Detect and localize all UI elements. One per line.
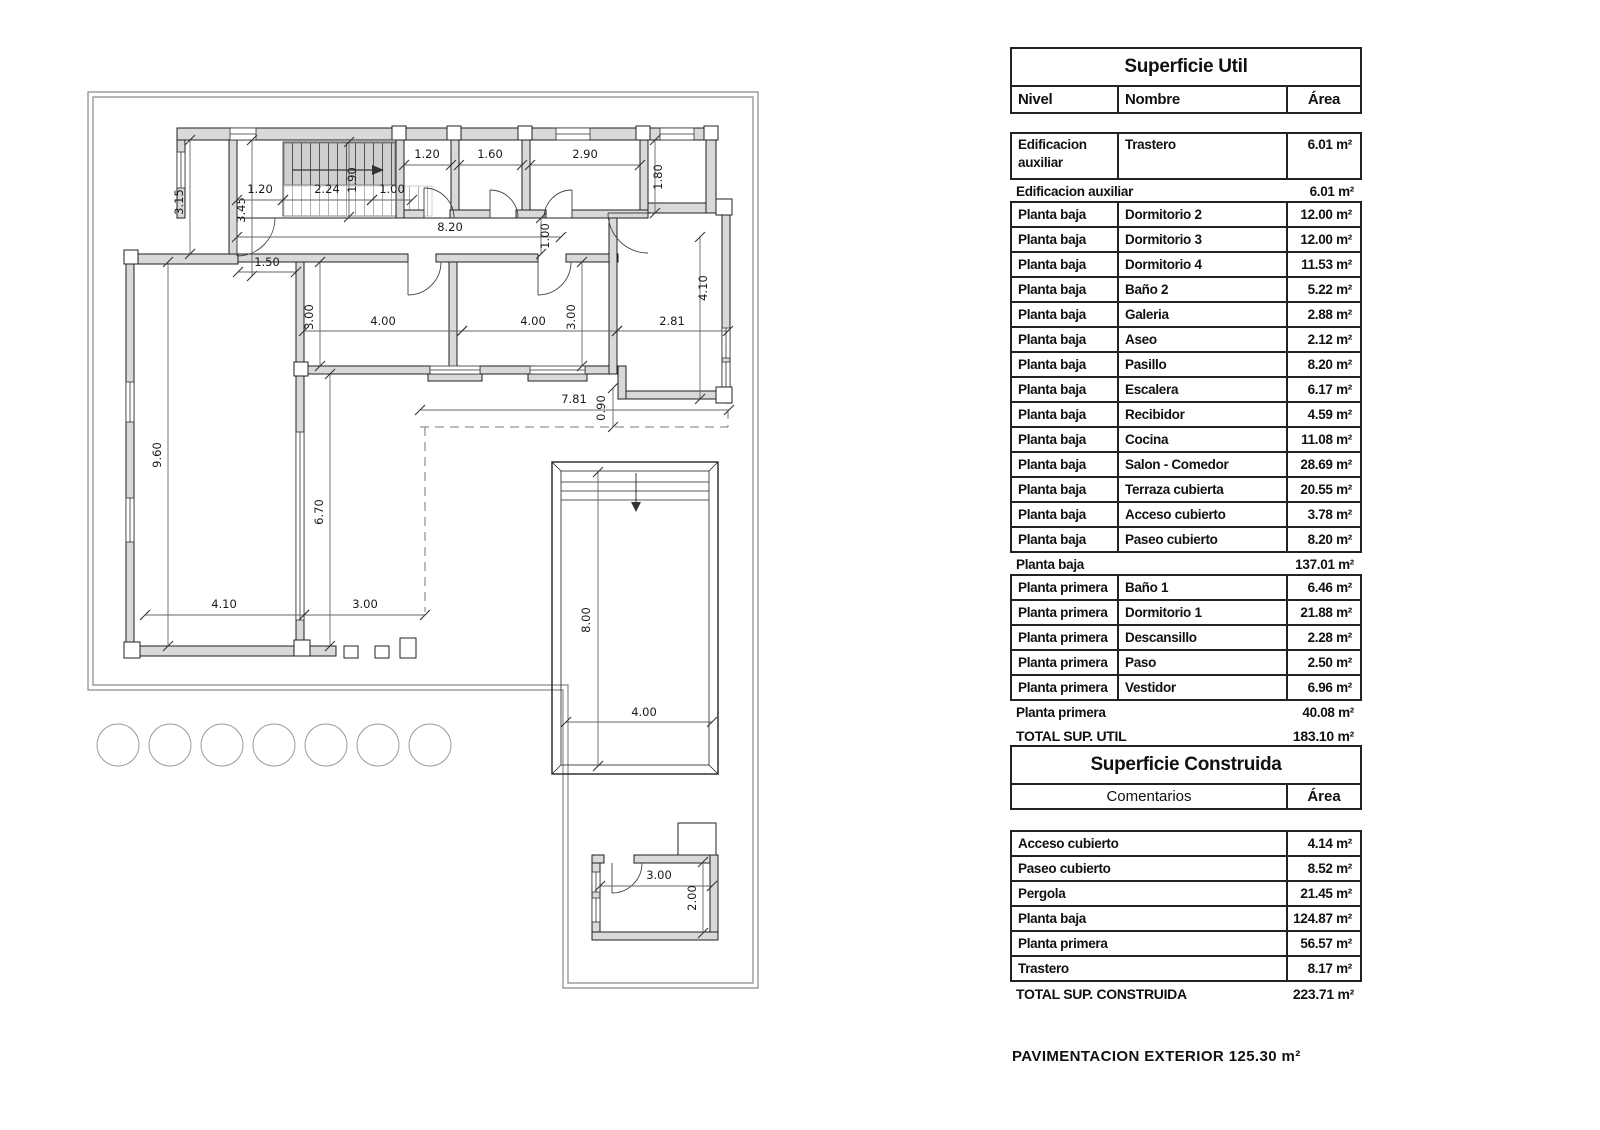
cell-nombre: Terraza cubierta (1119, 478, 1288, 501)
table-row (1010, 501, 1362, 528)
table-row (1010, 674, 1362, 701)
cell-nivel: Planta baja (1012, 453, 1119, 476)
dimension-label: 0.90 (594, 395, 608, 421)
table-row (1010, 251, 1362, 278)
cell-nivel: Planta baja (1012, 503, 1119, 526)
cell-area: 137.01 m² (1295, 557, 1354, 572)
dimension-label: 3.00 (646, 868, 672, 882)
table-row (1010, 526, 1362, 553)
table-row (1010, 326, 1362, 353)
dimension-label: 2.00 (685, 885, 699, 911)
cell-nombre: Pasillo (1119, 353, 1288, 376)
cell-area: 56.57 m² (1300, 936, 1352, 951)
row-label: Planta baja (1016, 557, 1084, 572)
cell-nivel: Planta baja (1012, 203, 1119, 226)
dimension-label: 3.00 (564, 304, 578, 330)
dimension-label: 1.50 (254, 255, 280, 269)
cell-comentario: Paseo cubierto (1012, 857, 1288, 880)
cell-nombre: Escalera (1119, 378, 1288, 401)
cell-area: 3.78 m² (1307, 507, 1352, 522)
cell-nombre: Paso (1119, 651, 1288, 674)
cell-area: 2.50 m² (1307, 655, 1352, 670)
row-label: TOTAL SUP. UTIL (1016, 727, 1127, 744)
site-boundary (88, 92, 758, 988)
dimension-label: 1.00 (538, 223, 552, 249)
cell-comentario: Planta primera (1012, 932, 1288, 955)
dimension-label: 1.20 (247, 182, 273, 196)
cell-nombre: Dormitorio 4 (1119, 253, 1288, 276)
cell-area: 124.87 m² (1293, 911, 1352, 926)
cell-nombre: Dormitorio 3 (1119, 228, 1288, 251)
row-label: TOTAL SUP. CONSTRUIDA (1016, 985, 1187, 1002)
dimension-label: 4.00 (520, 314, 546, 328)
cell-nombre: Acceso cubierto (1119, 503, 1288, 526)
cell-area: 6.17 m² (1307, 382, 1352, 397)
cell-area: 8.17 m² (1307, 961, 1352, 976)
cell-area: 4.14 m² (1307, 836, 1352, 851)
cell-comentario: Trastero (1012, 957, 1288, 980)
cell-nivel: Planta baja (1012, 478, 1119, 501)
cell-nombre: Baño 1 (1119, 576, 1288, 599)
table-body (1010, 830, 1362, 1005)
cell-comentario: Planta baja (1012, 907, 1288, 930)
dimension-label: 4.00 (370, 314, 396, 328)
table-row (1010, 701, 1362, 724)
dimension-label: 1.20 (414, 147, 440, 161)
table-row (1010, 132, 1362, 180)
table-row (1010, 649, 1362, 676)
exterior-paving-note: PAVIMENTACION EXTERIOR 125.30 m² (1012, 1048, 1301, 1065)
cell-nombre: Dormitorio 2 (1119, 203, 1288, 226)
cell-area: 2.12 m² (1307, 332, 1352, 347)
table-row (1010, 880, 1362, 907)
table-body (1010, 132, 1362, 747)
dimension-label: 4.10 (696, 275, 710, 301)
aux-equipment-box (678, 823, 716, 855)
table-row (1010, 476, 1362, 503)
cell-area: 4.59 m² (1307, 407, 1352, 422)
cell-nivel: Planta primera (1012, 576, 1119, 599)
trees (97, 724, 451, 766)
table-row (1010, 553, 1362, 576)
table-header (1010, 85, 1362, 114)
cell-area: 8.52 m² (1307, 861, 1352, 876)
cell-area: 12.00 m² (1300, 232, 1352, 247)
cell-nivel: Planta baja (1012, 228, 1119, 251)
dimension-label: 3.00 (352, 597, 378, 611)
cell-nivel: Planta baja (1012, 303, 1119, 326)
table-row (1010, 930, 1362, 957)
cell-nivel: Planta baja (1012, 378, 1119, 401)
cell-nombre: Descansillo (1119, 626, 1288, 649)
superficie-util-table (1010, 47, 1362, 747)
dimension-label: 1.00 (379, 182, 405, 196)
table-row (1010, 376, 1362, 403)
dimension-label: 8.20 (437, 220, 463, 234)
cell-area: 2.88 m² (1307, 307, 1352, 322)
dimension-label: 1.90 (345, 167, 359, 193)
cell-nivel: Planta primera (1012, 676, 1119, 699)
cell-nivel: Planta baja (1012, 403, 1119, 426)
table-row (1010, 401, 1362, 428)
dimension-label: 3.45 (234, 197, 248, 223)
dimension-label: 3.00 (302, 304, 316, 330)
cell-comentario: Acceso cubierto (1012, 832, 1288, 855)
cell-nombre: Recibidor (1119, 403, 1288, 426)
dimension-label: 4.10 (211, 597, 237, 611)
cell-area: 8.20 m² (1307, 532, 1352, 547)
covered-walk-dashes (420, 395, 728, 612)
house-walls (126, 128, 730, 940)
cell-nivel: Planta baja (1012, 278, 1119, 301)
dimension-label: 9.60 (150, 442, 164, 468)
dimension-label: 1.80 (651, 164, 665, 190)
col-header-nombre: Nombre (1119, 87, 1288, 112)
dimension-label: 3.15 (172, 189, 186, 215)
cell-nombre: Baño 2 (1119, 278, 1288, 301)
table-row (1010, 724, 1362, 747)
table-row (1010, 201, 1362, 228)
cell-area: 6.46 m² (1307, 580, 1352, 595)
cell-nivel: Planta baja (1012, 353, 1119, 376)
table-row (1010, 301, 1362, 328)
table-row (1010, 426, 1362, 453)
cell-nivel: Planta primera (1012, 626, 1119, 649)
col-header-nivel: Nivel (1012, 87, 1119, 112)
cell-area: 11.08 m² (1301, 432, 1352, 447)
superficie-construida-table (1010, 745, 1362, 1005)
dimension-label: 1.60 (477, 147, 503, 161)
cell-nombre: Paseo cubierto (1119, 528, 1288, 551)
table-title: Superficie Util (1010, 47, 1362, 87)
dimension-label: 8.00 (579, 607, 593, 633)
table-row (1010, 226, 1362, 253)
dimension-label: 2.90 (572, 147, 598, 161)
cell-nivel: Planta baja (1012, 528, 1119, 551)
cell-nombre: Aseo (1119, 328, 1288, 351)
col-header-area: Área (1307, 788, 1341, 805)
table-row (1010, 830, 1362, 857)
cell-area: 28.69 m² (1300, 457, 1352, 472)
cell-nombre: Vestidor (1119, 676, 1288, 699)
cell-nivel: Edificacion auxiliar (1012, 134, 1119, 180)
col-header-comentarios: Comentarios (1012, 785, 1288, 808)
cell-area: 12.00 m² (1300, 207, 1352, 222)
table-row (1010, 351, 1362, 378)
cell-area: 223.71 m² (1292, 985, 1354, 1002)
cell-area: 6.96 m² (1307, 680, 1352, 695)
table-header (1010, 783, 1362, 810)
cell-area: 21.88 m² (1300, 605, 1352, 620)
cell-area: 5.22 m² (1307, 282, 1352, 297)
cell-nombre: Salon - Comedor (1119, 453, 1288, 476)
row-label: Planta primera (1016, 705, 1106, 720)
table-row (1010, 599, 1362, 626)
table-row (1010, 955, 1362, 982)
cell-area: 6.01 m² (1309, 184, 1354, 199)
dimension-label: 2.24 (314, 182, 340, 196)
table-row (1010, 982, 1362, 1005)
table-row (1010, 180, 1362, 203)
cell-area: 20.55 m² (1300, 482, 1352, 497)
row-label: Edificacion auxiliar (1016, 184, 1134, 199)
cell-area: 183.10 m² (1292, 727, 1354, 744)
table-row (1010, 855, 1362, 882)
cell-nivel: Planta primera (1012, 651, 1119, 674)
cell-area: 2.28 m² (1307, 630, 1352, 645)
table-row (1010, 905, 1362, 932)
cell-comentario: Pergola (1012, 882, 1288, 905)
cell-area: 6.01 m² (1307, 137, 1352, 152)
table-title: Superficie Construida (1010, 745, 1362, 785)
table-row (1010, 276, 1362, 303)
cell-area: 21.45 m² (1300, 886, 1352, 901)
cell-area: 8.20 m² (1307, 357, 1352, 372)
cell-nombre: Dormitorio 1 (1119, 601, 1288, 624)
dimension-label: 2.81 (659, 314, 685, 328)
swimming-pool (552, 462, 718, 774)
cell-area: 40.08 m² (1302, 705, 1354, 720)
cell-nivel: Planta baja (1012, 428, 1119, 451)
table-row (1010, 574, 1362, 601)
col-header-area: Área (1307, 91, 1341, 108)
cell-nivel: Planta baja (1012, 253, 1119, 276)
cell-nombre: Galeria (1119, 303, 1288, 326)
table-row (1010, 451, 1362, 478)
windows (126, 128, 730, 922)
cell-nivel: Planta primera (1012, 601, 1119, 624)
cell-nombre: Cocina (1119, 428, 1288, 451)
cell-area: 11.53 m² (1301, 257, 1352, 272)
pergola-posts (344, 638, 416, 658)
cell-nivel: Planta baja (1012, 328, 1119, 351)
dimension-label: 7.81 (561, 392, 587, 406)
dimension-label: 6.70 (312, 499, 326, 525)
table-row (1010, 624, 1362, 651)
cell-nombre: Trastero (1119, 134, 1288, 180)
dimension-label: 4.00 (631, 705, 657, 719)
